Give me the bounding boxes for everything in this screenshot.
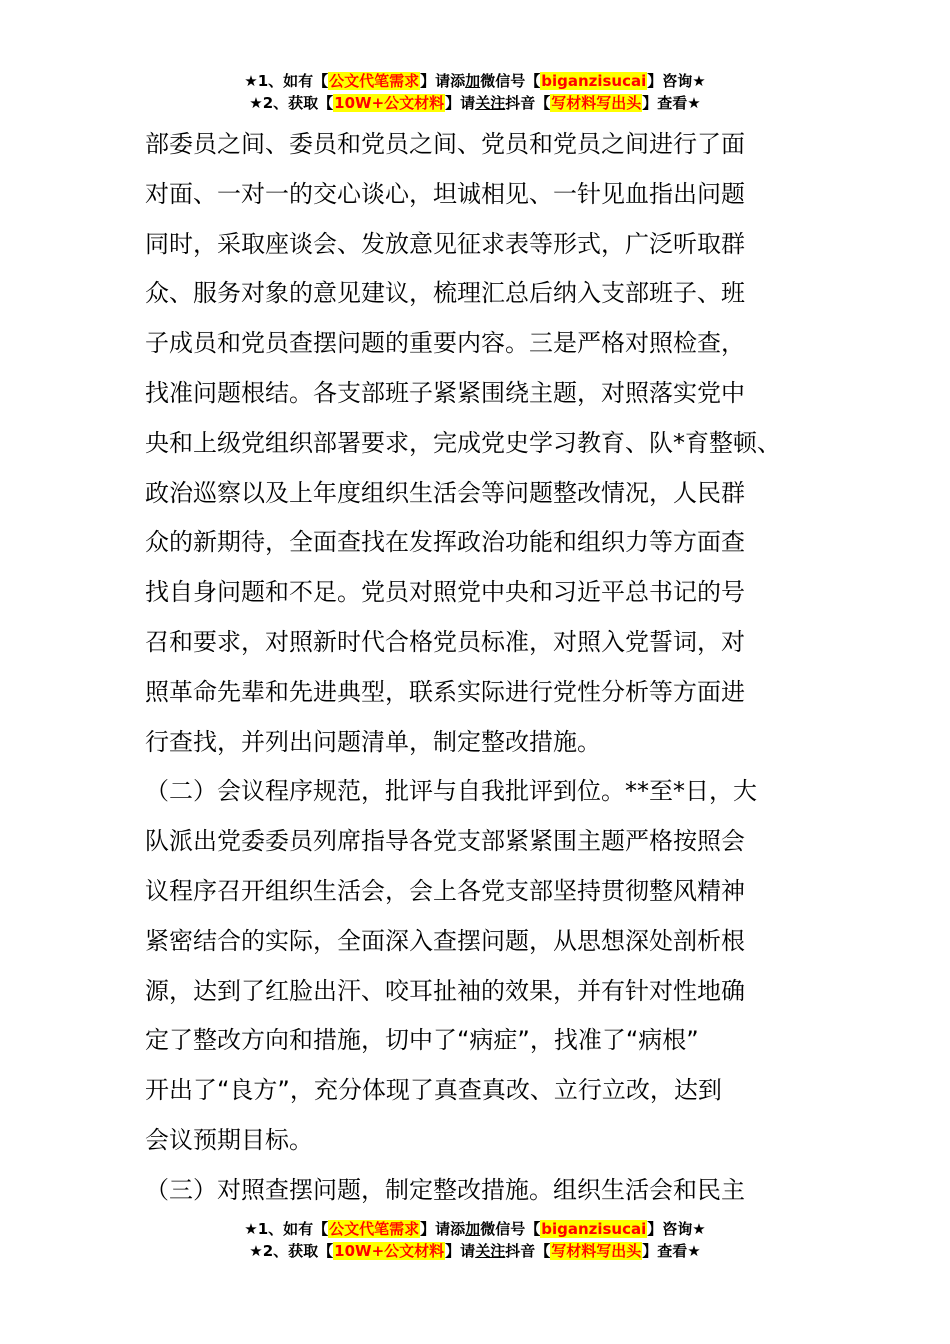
body-line: 对面、一对一的交心谈心，坦诚相见、一针见血指出问题 [145, 179, 745, 208]
banner-text: 】咨询 [647, 1220, 693, 1238]
banner-text: 】咨询 [647, 72, 693, 90]
banner-emphasis: 加 [465, 1220, 481, 1238]
banner-text: 】请 [445, 94, 476, 112]
body-line: 照革命先辈和先进典型，联系实际进行党性分析等方面进 [145, 677, 745, 706]
body-line: 会议预期目标。 [145, 1125, 313, 1154]
body-line: 议程序召开组织生活会，会上各党支部坚持贯彻整风精神 [145, 876, 745, 905]
star-icon: ★ [249, 94, 263, 112]
body-line: 紧密结合的实际，全面深入查摆问题，从思想深处剖析根 [145, 926, 745, 955]
banner-emphasis: 关注 [475, 94, 506, 112]
banner-text: 抖音【 [505, 1242, 551, 1260]
banner-text: 】查看 [642, 94, 688, 112]
star-icon: ★ [692, 72, 706, 90]
body-line: 部委员之间、委员和党员之间、党员和党员之间进行了面 [145, 130, 745, 158]
footer-banner [0, 1218, 950, 1262]
banner-emphasis: 关注 [475, 1242, 506, 1260]
footer-banner-line-2 [0, 1240, 950, 1262]
banner-text: 2、获取【 [262, 94, 334, 112]
star-icon: ★ [687, 94, 701, 112]
body-line: 同时，采取座谈会、发放意见征求表等形式，广泛听取群 [145, 229, 745, 258]
banner-emphasis: 加 [465, 72, 481, 90]
body-line: 众、服务对象的意见建议，梳理汇总后纳入支部班子、班 [145, 279, 745, 308]
star-icon: ★ [244, 1220, 258, 1238]
banner-text: 】查看 [642, 1242, 688, 1260]
body-line: 央和上级党组织部署要求，完成党史学习教育、队*育整顿、 [145, 428, 781, 457]
section-heading-line: （二）会议程序规范，批评与自我批评到位。**至*日，大 [145, 777, 757, 806]
body-line: 众的新期待，全面查找在发挥政治功能和组织力等方面查 [145, 528, 745, 557]
section-heading-line: （三）对照查摆问题，制定整改措施。组织生活会和民主 [145, 1175, 745, 1204]
banner-text: 1、如有【 [257, 1220, 329, 1238]
body-line: 源，达到了红脸出汗、咬耳扯袖的效果，并有针对性地确 [145, 976, 745, 1005]
body-line: 定了整改方向和措施，切中了“病症”，找准了“病根” [145, 1026, 699, 1055]
banner-text: 】请添 [420, 1220, 466, 1238]
highlight-douyin-account: 写材料写出头 [551, 94, 642, 112]
body-line: 召和要求，对照新时代合格党员标准，对照入党誓词，对 [145, 627, 745, 656]
highlight-wechat-id: biganzisucai [541, 72, 647, 90]
body-line: 子成员和党员查摆问题的重要内容。三是严格对照检查， [145, 329, 745, 358]
body-line: 开出了“良方”，充分体现了真查真改、立行立改，达到 [145, 1076, 722, 1105]
footer-banner-line-1 [0, 1218, 950, 1240]
highlight-materials: 10W+公文材料 [334, 1242, 445, 1260]
banner-text: 1、如有【 [257, 72, 329, 90]
star-icon: ★ [249, 1242, 263, 1260]
banner-text: 微信号【 [480, 72, 541, 90]
banner-text: 】请 [445, 1242, 476, 1260]
body-line: 政治巡察以及上年度组织生活会等问题整改情况，人民群 [145, 478, 745, 507]
header-banner-line-1 [0, 70, 950, 92]
star-icon: ★ [692, 1220, 706, 1238]
banner-text: 】请添 [420, 72, 466, 90]
body-line: 找自身问题和不足。党员对照党中央和习近平总书记的号 [145, 578, 745, 607]
highlight-douyin-account: 写材料写出头 [551, 1242, 642, 1260]
star-icon: ★ [244, 72, 258, 90]
highlight-materials: 10W+公文材料 [334, 94, 445, 112]
body-line: 行查找，并列出问题清单，制定整改措施。 [145, 727, 601, 756]
star-icon: ★ [687, 1242, 701, 1260]
banner-text: 2、获取【 [262, 1242, 334, 1260]
document-body [145, 120, 845, 1216]
body-line: 找准问题根结。各支部班子紧紧围绕主题，对照落实党中 [145, 378, 745, 407]
highlight-wechat-id: biganzisucai [541, 1220, 647, 1238]
body-line: 队派出党委委员列席指导各党支部紧紧围主题严格按照会 [145, 827, 745, 856]
banner-text: 微信号【 [480, 1220, 541, 1238]
header-banner-line-2 [0, 92, 950, 114]
highlight-service: 公文代笔需求 [329, 1220, 420, 1238]
header-banner [0, 70, 950, 114]
banner-text: 抖音【 [505, 94, 551, 112]
highlight-service: 公文代笔需求 [329, 72, 420, 90]
